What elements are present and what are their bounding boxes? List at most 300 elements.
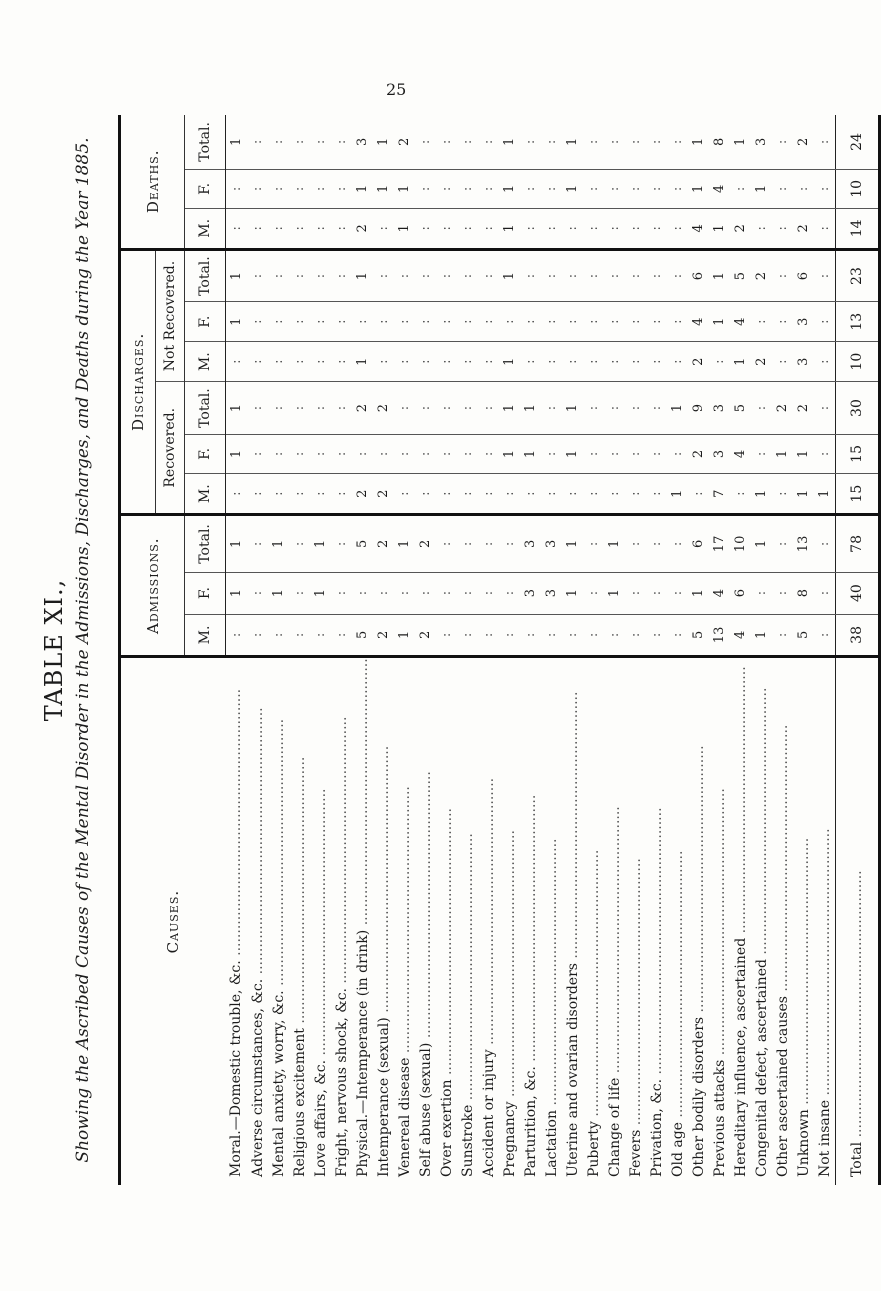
empty-dot: : bbox=[607, 273, 622, 279]
empty-dot: : bbox=[607, 139, 622, 145]
value-cell bbox=[289, 515, 310, 573]
empty-dot: : bbox=[586, 632, 601, 638]
leader-dots: ............................................................ bbox=[690, 745, 707, 1017]
table-title: TABLE XI., bbox=[40, 578, 68, 722]
value-cell: 3 bbox=[520, 515, 541, 573]
empty-dot: : bbox=[397, 590, 412, 596]
value-cell bbox=[772, 249, 793, 302]
table-row bbox=[331, 115, 352, 1185]
leader-dots: ............................................................ bbox=[774, 724, 791, 997]
value-cell bbox=[457, 515, 478, 573]
empty-dot: : bbox=[775, 139, 790, 145]
leader-dots: ............................................................ bbox=[627, 858, 644, 1130]
value-cell bbox=[751, 382, 772, 434]
empty-dot: : bbox=[775, 319, 790, 324]
empty-dot: : bbox=[586, 226, 601, 231]
empty-dot: : bbox=[334, 273, 349, 279]
empty-dot: : bbox=[544, 319, 559, 324]
value-cell bbox=[310, 341, 331, 381]
value-cell bbox=[415, 169, 436, 208]
empty-dot: : bbox=[313, 491, 328, 496]
value-cell: 1 bbox=[352, 169, 373, 208]
value-cell: 1 bbox=[226, 434, 248, 473]
value-cell bbox=[583, 341, 604, 381]
value-cell bbox=[226, 474, 248, 515]
empty-dot: : bbox=[586, 541, 601, 547]
value-cell: 2 bbox=[415, 614, 436, 657]
empty-dot: : bbox=[607, 226, 622, 231]
empty-dot: : bbox=[418, 359, 433, 364]
table-row bbox=[268, 115, 289, 1185]
value-cell bbox=[625, 382, 646, 434]
value-cell bbox=[772, 614, 793, 657]
value-cell bbox=[331, 249, 352, 302]
value-cell: 15 bbox=[836, 474, 880, 515]
total-row bbox=[836, 115, 880, 1185]
value-cell: 17 bbox=[709, 515, 730, 573]
empty-dot: : bbox=[691, 491, 706, 496]
value-cell: 2 bbox=[415, 515, 436, 573]
value-cell: 1 bbox=[499, 341, 520, 381]
value-cell: 1 bbox=[499, 382, 520, 434]
value-cell bbox=[331, 434, 352, 473]
value-cell: 1 bbox=[562, 515, 583, 573]
value-cell bbox=[541, 434, 562, 473]
value-cell bbox=[331, 614, 352, 657]
table-row bbox=[436, 115, 457, 1185]
empty-dot: : bbox=[439, 359, 454, 364]
value-cell bbox=[562, 614, 583, 657]
value-cell: 8 bbox=[793, 572, 814, 614]
table-row bbox=[310, 115, 331, 1185]
empty-dot: : bbox=[565, 359, 580, 364]
value-cell bbox=[520, 249, 541, 302]
value-cell bbox=[520, 474, 541, 515]
empty-dot: : bbox=[271, 319, 286, 324]
empty-dot: : bbox=[523, 273, 538, 279]
table-row bbox=[814, 115, 836, 1185]
empty-dot: : bbox=[754, 405, 769, 411]
value-cell: 2 bbox=[352, 382, 373, 434]
empty-dot: : bbox=[775, 632, 790, 638]
value-cell bbox=[415, 341, 436, 381]
value-cell: 1 bbox=[499, 434, 520, 473]
empty-dot: : bbox=[376, 451, 391, 457]
value-cell: 1 bbox=[310, 515, 331, 573]
empty-dot: : bbox=[418, 405, 433, 411]
empty-dot: : bbox=[271, 632, 286, 638]
empty-dot: : bbox=[586, 186, 601, 192]
empty-dot: : bbox=[250, 359, 265, 364]
value-cell: 2 bbox=[373, 382, 394, 434]
value-cell: 1 bbox=[352, 249, 373, 302]
table-row bbox=[625, 115, 646, 1185]
value-cell bbox=[751, 302, 772, 341]
value-cell bbox=[247, 382, 268, 434]
empty-dot: : bbox=[229, 186, 244, 192]
value-cell bbox=[541, 302, 562, 341]
value-cell: 2 bbox=[688, 341, 709, 381]
value-cell: 5 bbox=[352, 614, 373, 657]
value-cell: 2 bbox=[688, 434, 709, 473]
empty-dot: : bbox=[544, 491, 559, 496]
empty-dot: : bbox=[439, 405, 454, 411]
empty-dot: : bbox=[565, 273, 580, 279]
empty-dot: : bbox=[313, 139, 328, 145]
cause-label bbox=[247, 657, 268, 1185]
value-cell bbox=[667, 249, 688, 302]
value-cell: 1 bbox=[226, 572, 248, 614]
value-cell: 1 bbox=[751, 169, 772, 208]
table-row bbox=[520, 115, 541, 1185]
empty-dot: : bbox=[313, 319, 328, 324]
leader-dots: ............................................................ bbox=[585, 849, 602, 1122]
table-row bbox=[457, 115, 478, 1185]
value-cell: 10 bbox=[836, 169, 880, 208]
empty-dot: : bbox=[586, 590, 601, 596]
deaths-header: Deaths. bbox=[120, 115, 185, 249]
empty-dot: : bbox=[250, 491, 265, 496]
empty-dot: : bbox=[544, 139, 559, 145]
value-cell bbox=[583, 249, 604, 302]
empty-dot: : bbox=[334, 451, 349, 457]
table-row bbox=[583, 115, 604, 1185]
cause-text: Uterine and ovarian disorders bbox=[564, 963, 581, 1177]
discharges-header: Discharges. bbox=[120, 249, 156, 515]
empty-dot: : bbox=[502, 632, 517, 638]
value-cell bbox=[268, 249, 289, 302]
leader-dots: ............................................................ bbox=[291, 756, 308, 1029]
value-cell: 5 bbox=[793, 614, 814, 657]
cause-label bbox=[373, 657, 394, 1185]
empty-dot: : bbox=[313, 226, 328, 231]
cause-text: Sunstroke bbox=[459, 1104, 476, 1177]
value-cell bbox=[247, 115, 268, 169]
empty-dot: : bbox=[292, 632, 307, 638]
value-cell bbox=[436, 434, 457, 473]
leader-dots: ............................................................ bbox=[354, 658, 371, 930]
empty-dot: : bbox=[418, 186, 433, 192]
value-cell bbox=[436, 169, 457, 208]
value-cell bbox=[394, 302, 415, 341]
value-cell bbox=[625, 115, 646, 169]
value-cell: 7 bbox=[709, 474, 730, 515]
empty-dot: : bbox=[607, 405, 622, 411]
value-cell: 8 bbox=[709, 115, 730, 169]
empty-dot: : bbox=[271, 139, 286, 145]
causes-table bbox=[118, 115, 881, 1185]
empty-dot: : bbox=[397, 319, 412, 324]
value-cell bbox=[667, 169, 688, 208]
value-cell bbox=[352, 572, 373, 614]
value-cell: 3 bbox=[751, 115, 772, 169]
cause-text: Pregnancy bbox=[501, 1101, 518, 1177]
table-row bbox=[541, 115, 562, 1185]
table-row bbox=[289, 115, 310, 1185]
table-row bbox=[793, 115, 814, 1185]
value-cell bbox=[499, 572, 520, 614]
empty-dot: : bbox=[565, 491, 580, 496]
empty-dot: : bbox=[481, 139, 496, 145]
table-row bbox=[709, 115, 730, 1185]
value-cell bbox=[709, 341, 730, 381]
empty-dot: : bbox=[712, 359, 727, 364]
value-cell bbox=[520, 302, 541, 341]
cause-text: Fevers bbox=[627, 1129, 644, 1177]
empty-dot: : bbox=[775, 226, 790, 231]
value-cell: 23 bbox=[836, 249, 880, 302]
value-cell bbox=[373, 249, 394, 302]
value-cell bbox=[394, 434, 415, 473]
value-cell: 1 bbox=[814, 474, 836, 515]
value-cell bbox=[289, 614, 310, 657]
leader-dots: ............................................................ bbox=[669, 850, 686, 1123]
value-cell: 5 bbox=[730, 249, 751, 302]
value-cell bbox=[289, 572, 310, 614]
leader-dots: ............................................................ bbox=[816, 828, 833, 1100]
empty-dot: : bbox=[649, 491, 664, 496]
value-cell bbox=[457, 249, 478, 302]
value-cell bbox=[226, 208, 248, 249]
empty-dot: : bbox=[418, 139, 433, 145]
value-cell bbox=[394, 474, 415, 515]
empty-dot: : bbox=[229, 359, 244, 364]
value-cell bbox=[415, 572, 436, 614]
empty-dot: : bbox=[334, 226, 349, 231]
cause-label bbox=[709, 657, 730, 1185]
value-cell bbox=[289, 341, 310, 381]
value-cell bbox=[415, 208, 436, 249]
value-cell bbox=[667, 614, 688, 657]
leader-dots: ............................................................ bbox=[564, 691, 581, 964]
cause-label bbox=[730, 657, 751, 1185]
value-cell: 1 bbox=[352, 341, 373, 381]
empty-dot: : bbox=[313, 405, 328, 411]
value-cell: 1 bbox=[730, 115, 751, 169]
empty-dot: : bbox=[502, 590, 517, 596]
total-label bbox=[836, 657, 880, 1185]
value-cell: 1 bbox=[373, 169, 394, 208]
value-cell: 1 bbox=[751, 515, 772, 573]
cause-text: Lactation bbox=[543, 1109, 560, 1177]
value-cell: 1 bbox=[667, 474, 688, 515]
value-cell bbox=[751, 434, 772, 473]
value-cell bbox=[646, 474, 667, 515]
empty-dot: : bbox=[628, 590, 643, 596]
empty-dot: : bbox=[418, 491, 433, 496]
empty-dot: : bbox=[313, 451, 328, 457]
value-cell bbox=[373, 341, 394, 381]
empty-dot: : bbox=[334, 319, 349, 324]
value-cell bbox=[541, 115, 562, 169]
cause-label bbox=[394, 657, 415, 1185]
value-cell bbox=[247, 341, 268, 381]
value-cell bbox=[667, 341, 688, 381]
value-cell bbox=[436, 572, 457, 614]
empty-dot: : bbox=[670, 541, 685, 547]
value-cell bbox=[625, 208, 646, 249]
cause-text: Physical.—Intemperance (in drink) bbox=[354, 929, 371, 1177]
empty-dot: : bbox=[817, 541, 832, 547]
empty-dot: : bbox=[754, 590, 769, 596]
empty-dot: : bbox=[586, 451, 601, 457]
value-cell bbox=[331, 208, 352, 249]
empty-dot: : bbox=[607, 186, 622, 192]
empty-dot: : bbox=[544, 451, 559, 457]
leader-dots: ............................................................ bbox=[312, 788, 329, 1060]
value-cell bbox=[625, 341, 646, 381]
value-cell bbox=[562, 302, 583, 341]
empty-dot: : bbox=[397, 359, 412, 364]
cause-text: Over exertion bbox=[438, 1079, 455, 1177]
empty-dot: : bbox=[460, 491, 475, 496]
empty-dot: : bbox=[250, 186, 265, 192]
not-recovered-header: Not Recovered. bbox=[156, 249, 185, 382]
cause-text: Mental anxiety, worry, &c. bbox=[270, 990, 287, 1177]
value-cell bbox=[415, 302, 436, 341]
value-cell: 4 bbox=[709, 169, 730, 208]
empty-dot: : bbox=[523, 491, 538, 496]
rotated-table-page bbox=[40, 115, 865, 1185]
value-cell bbox=[331, 382, 352, 434]
empty-dot: : bbox=[376, 359, 391, 364]
empty-dot: : bbox=[754, 319, 769, 324]
cause-text: Intemperance (sexual) bbox=[375, 1017, 392, 1177]
empty-dot: : bbox=[649, 632, 664, 638]
value-cell bbox=[646, 341, 667, 381]
empty-dot: : bbox=[481, 186, 496, 192]
value-cell: 2 bbox=[751, 249, 772, 302]
value-cell bbox=[583, 208, 604, 249]
value-cell bbox=[268, 434, 289, 473]
empty-dot: : bbox=[649, 273, 664, 279]
leader-dots: ............................................................ bbox=[711, 788, 728, 1060]
empty-dot: : bbox=[586, 273, 601, 279]
value-cell bbox=[478, 572, 499, 614]
value-cell: 1 bbox=[793, 434, 814, 473]
value-cell bbox=[520, 341, 541, 381]
value-cell bbox=[562, 208, 583, 249]
value-cell bbox=[562, 474, 583, 515]
empty-dot: : bbox=[397, 491, 412, 496]
value-cell: 3 bbox=[709, 434, 730, 473]
value-cell bbox=[436, 341, 457, 381]
empty-dot: : bbox=[313, 632, 328, 638]
cause-text: Venereal disease bbox=[396, 1057, 413, 1177]
value-cell bbox=[583, 515, 604, 573]
empty-dot: : bbox=[439, 273, 454, 279]
empty-dot: : bbox=[334, 632, 349, 638]
value-cell bbox=[520, 115, 541, 169]
empty-dot: : bbox=[355, 590, 370, 596]
empty-dot: : bbox=[649, 405, 664, 411]
table-row bbox=[772, 115, 793, 1185]
admissions-m-header: M. bbox=[185, 614, 226, 657]
admissions-header: Admissions. bbox=[120, 515, 185, 657]
value-cell bbox=[478, 515, 499, 573]
empty-dot: : bbox=[481, 273, 496, 279]
value-cell bbox=[604, 382, 625, 434]
empty-dot: : bbox=[817, 632, 832, 638]
empty-dot: : bbox=[481, 451, 496, 457]
value-cell bbox=[268, 208, 289, 249]
empty-dot: : bbox=[460, 319, 475, 324]
value-cell: 38 bbox=[836, 614, 880, 657]
empty-dot: : bbox=[628, 139, 643, 145]
empty-dot: : bbox=[229, 491, 244, 496]
value-cell bbox=[268, 115, 289, 169]
empty-dot: : bbox=[649, 541, 664, 547]
value-cell: 1 bbox=[793, 474, 814, 515]
value-cell bbox=[436, 302, 457, 341]
value-cell: 1 bbox=[604, 515, 625, 573]
value-cell bbox=[625, 169, 646, 208]
admissions-total-header: Total. bbox=[185, 515, 226, 573]
value-cell bbox=[583, 434, 604, 473]
value-cell bbox=[583, 474, 604, 515]
value-cell: 1 bbox=[226, 302, 248, 341]
value-cell bbox=[457, 302, 478, 341]
cause-text: Old age bbox=[669, 1122, 686, 1177]
empty-dot: : bbox=[334, 186, 349, 192]
empty-dot: : bbox=[775, 590, 790, 596]
empty-dot: : bbox=[523, 319, 538, 324]
value-cell bbox=[667, 515, 688, 573]
value-cell bbox=[814, 169, 836, 208]
empty-dot: : bbox=[607, 359, 622, 364]
table-row bbox=[562, 115, 583, 1185]
empty-dot: : bbox=[502, 319, 517, 324]
value-cell bbox=[583, 572, 604, 614]
empty-dot: : bbox=[334, 405, 349, 411]
cause-label bbox=[436, 657, 457, 1185]
empty-dot: : bbox=[817, 273, 832, 279]
empty-dot: : bbox=[481, 359, 496, 364]
value-cell: 4 bbox=[730, 614, 751, 657]
empty-dot: : bbox=[460, 590, 475, 596]
value-cell bbox=[541, 614, 562, 657]
value-cell: 40 bbox=[836, 572, 880, 614]
cause-label bbox=[541, 657, 562, 1185]
value-cell bbox=[436, 382, 457, 434]
empty-dot: : bbox=[271, 491, 286, 496]
value-cell: 2 bbox=[373, 515, 394, 573]
value-cell: 1 bbox=[562, 169, 583, 208]
value-cell bbox=[667, 302, 688, 341]
cause-label bbox=[625, 657, 646, 1185]
value-cell bbox=[457, 572, 478, 614]
value-cell bbox=[520, 614, 541, 657]
empty-dot: : bbox=[376, 319, 391, 324]
empty-dot: : bbox=[775, 359, 790, 364]
value-cell: 4 bbox=[730, 302, 751, 341]
empty-dot: : bbox=[460, 226, 475, 231]
cause-text: Fright, nervous shock, &c. bbox=[333, 988, 350, 1177]
table-row bbox=[226, 115, 248, 1185]
empty-dot: : bbox=[271, 226, 286, 231]
value-cell bbox=[247, 302, 268, 341]
value-cell bbox=[541, 169, 562, 208]
empty-dot: : bbox=[523, 632, 538, 638]
empty-dot: : bbox=[628, 491, 643, 496]
value-cell bbox=[646, 382, 667, 434]
table-row bbox=[751, 115, 772, 1185]
value-cell bbox=[331, 115, 352, 169]
leader-dots: ............................................................ bbox=[732, 666, 749, 938]
cause-label bbox=[814, 657, 836, 1185]
value-cell bbox=[268, 341, 289, 381]
cause-label bbox=[415, 657, 436, 1185]
